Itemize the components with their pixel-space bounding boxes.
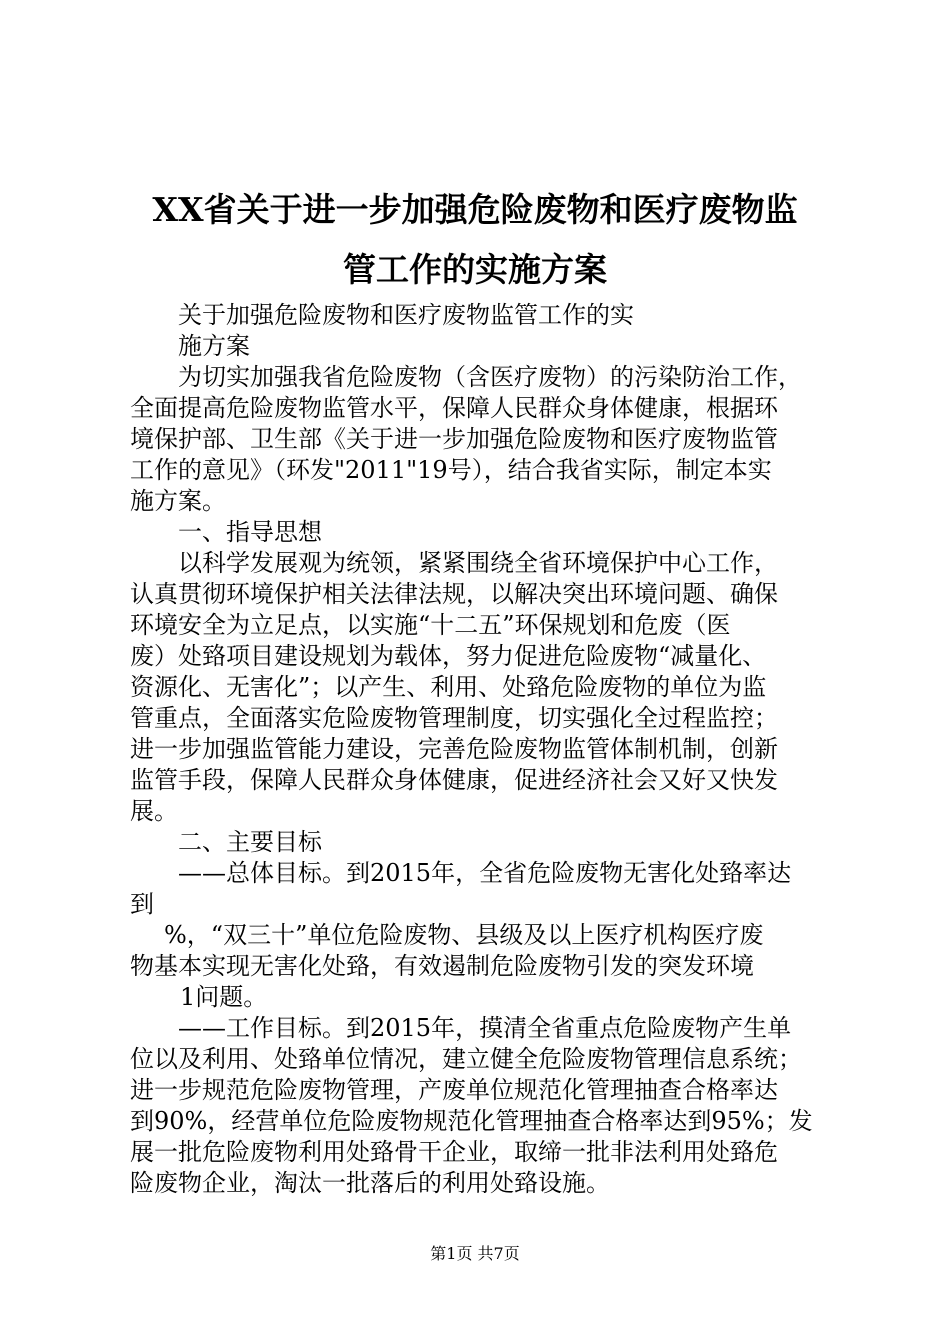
paragraph-line: 进一步加强监管能力建设，完善危险废物监管体制机制，创新 bbox=[130, 735, 778, 763]
paragraph-line: 管重点，全面落实危险废物管理制度，切实强化全过程监控； bbox=[130, 704, 778, 732]
section-heading: 二、主要目标 bbox=[178, 828, 322, 856]
paragraph-line: 以科学发展观为统领，紧紧围绕全省环境保护中心工作， bbox=[178, 549, 778, 577]
paragraph-line: 到90%，经营单位危险废物规范化管理抽查合格率达到95%；发 bbox=[130, 1107, 813, 1135]
section-heading: 一、指导思想 bbox=[178, 518, 322, 546]
page-number-footer: 第1页 共7页 bbox=[430, 1244, 520, 1263]
paragraph-line: 展一批危险废物利用处臵骨干企业，取缔一批非法利用处臵危 bbox=[130, 1138, 778, 1166]
paragraph-line: 物基本实现无害化处臵，有效遏制危险废物引发的突发环境 bbox=[130, 952, 754, 980]
paragraph-line: 环境安全为立足点，以实施“十二五”环保规划和危废（医 bbox=[130, 611, 731, 639]
paragraph-line: 境保护部、卫生部《关于进一步加强危险废物和医疗废物监管 bbox=[130, 425, 778, 453]
paragraph-line: 关于加强危险废物和医疗废物监管工作的实 bbox=[178, 301, 634, 329]
paragraph-line: 监管手段，保障人民群众身体健康，促进经济社会又好又快发 bbox=[130, 766, 778, 794]
paragraph-line: 施方案。 bbox=[130, 487, 226, 515]
document-body bbox=[130, 300, 830, 1199]
document-title-line-1: XX省关于进一步加强危险废物和医疗废物监 bbox=[152, 190, 798, 229]
paragraph-line: 为切实加强我省危险废物（含医疗废物）的污染防治工作， bbox=[178, 363, 802, 391]
paragraph-line: 位以及利用、处臵单位情况，建立健全危险废物管理信息系统； bbox=[130, 1045, 802, 1073]
paragraph-line: 资源化、无害化”；以产生、利用、处臵危险废物的单位为监 bbox=[130, 673, 767, 701]
paragraph-line: 废）处臵项目建设规划为载体，努力促进危险废物“减量化、 bbox=[130, 642, 767, 670]
paragraph-line: %，“双三十”单位危险废物、县级及以上医疗机构医疗废 bbox=[164, 921, 764, 949]
paragraph-line: 展。 bbox=[130, 797, 178, 825]
paragraph-line: 认真贯彻环境保护相关法律法规，以解决突出环境问题、确保 bbox=[130, 580, 778, 608]
paragraph-line: 施方案 bbox=[178, 332, 250, 360]
paragraph-line: ——总体目标。到2015年，全省危险废物无害化处臵率达 bbox=[178, 859, 792, 887]
paragraph-line: 进一步规范危险废物管理，产废单位规范化管理抽查合格率达 bbox=[130, 1076, 778, 1104]
paragraph-line: ——工作目标。到2015年，摸清全省重点危险废物产生单 bbox=[178, 1014, 792, 1042]
paragraph-line: 1问题。 bbox=[180, 983, 268, 1011]
paragraph-line: 险废物企业，淘汰一批落后的利用处臵设施。 bbox=[130, 1169, 610, 1197]
document-title-line-2: 管工作的实施方案 bbox=[343, 250, 607, 289]
paragraph-line: 工作的意见》（环发"2011"19号），结合我省实际，制定本实 bbox=[130, 456, 772, 484]
paragraph-line: 全面提高危险废物监管水平，保障人民群众身体健康，根据环 bbox=[130, 394, 778, 422]
paragraph-line: 到 bbox=[130, 890, 154, 918]
